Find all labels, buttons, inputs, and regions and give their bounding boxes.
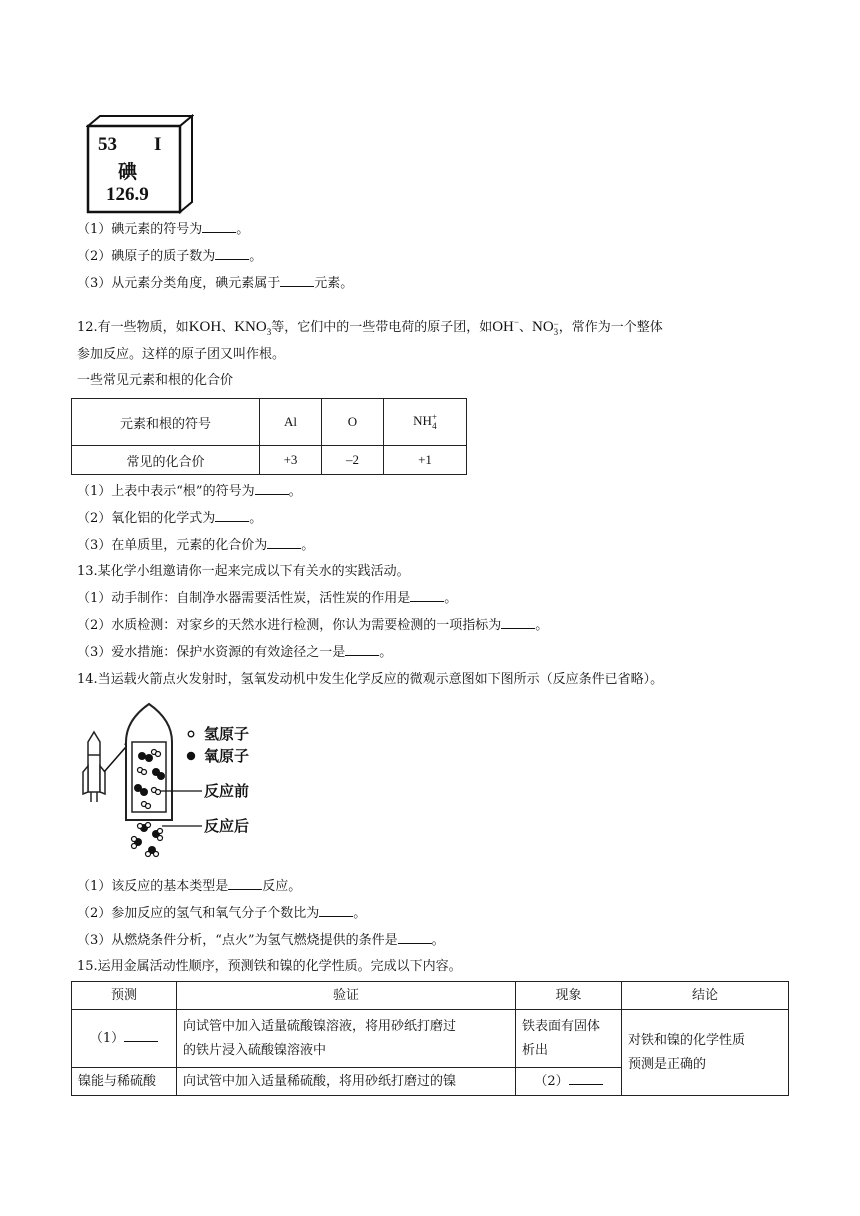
answer-blank (202, 221, 236, 233)
element-name: 碘 (118, 161, 138, 183)
q12-intro-line1: 12.有一些物质，如KOH、$KNO_3$等，它们中的一些带电荷的原子团，如OH−、NO− 3，常作为一个整体 (77, 317, 663, 337)
rocket-reaction-diagram (74, 700, 274, 865)
q12-part3: （3）在单质里，元素的化合价为 。 (77, 538, 315, 553)
table-cell: 对铁和镍的化学性质 预测是正确的 (622, 1010, 789, 1096)
q13-intro: 13.某化学小组邀请你一起来完成以下有关水的实践活动。 (77, 564, 410, 579)
q15-intro: 15.运用金属活动性顺序，预测铁和镍的化学性质。完成以下内容。 (77, 959, 462, 974)
element-symbol: I (154, 134, 162, 155)
answer-blank (255, 483, 289, 495)
table-cell: 向试管中加入适量稀硫酸，将用砂纸打磨过的镍 (177, 1068, 516, 1096)
answer-blank (569, 1073, 603, 1085)
answer-blank (215, 248, 249, 260)
q14-intro: 14.当运载火箭点火发射时，氢氧发动机中发生化学反应的微观示意图如下图所示（反应条件已省略）。 (77, 672, 664, 687)
valence-table (71, 398, 467, 475)
metal-activity-table (71, 981, 789, 1096)
q14-part2: （2）参加反应的氢气和氧气分子个数比为 。 (77, 906, 367, 921)
table-cell: 铁表面有固体 析出 (516, 1010, 622, 1068)
table-cell: 镍能与稀硫酸 (72, 1068, 177, 1096)
legend-oxygen: 氧原子 (204, 747, 250, 765)
answer-blank (280, 275, 314, 287)
table-cell: 向试管中加入适量硫酸镍溶液，将用砂纸打磨过 的铁片浸入硫酸镍溶液中 (177, 1010, 516, 1068)
table-header: 验证 (177, 982, 516, 1010)
table-header: 结论 (622, 982, 789, 1010)
q12-table-title: 一些常见元素和根的化合价 (77, 373, 234, 388)
q14-part1: （1）该反应的基本类型是 反应。 (77, 879, 302, 894)
q13-part2: （2）水质检测：对家乡的天然水进行检测，你认为需要检测的一项指标为 。 (77, 618, 549, 633)
answer-blank (345, 644, 379, 656)
q14-part3: （3）从燃烧条件分析，“点火”为氢气燃烧提供的条件是 。 (77, 933, 445, 948)
legend-hydrogen: 氢原子 (204, 725, 250, 743)
table-cell: （2） (516, 1068, 622, 1096)
answer-blank (410, 590, 444, 602)
table-header: 现象 (516, 982, 622, 1010)
table-cell: 元素和根的符号 (72, 399, 260, 446)
q12-intro-line2: 参加反应。这样的原子团又叫作根。 (77, 347, 286, 362)
answer-blank (501, 617, 535, 629)
label-before-reaction: 反应前 (204, 782, 250, 800)
atomic-number: 53 (98, 134, 117, 155)
answer-blank (124, 1030, 158, 1042)
table-cell: +1 (384, 446, 467, 475)
table-cell: （1） (72, 1010, 177, 1068)
table-cell: –2 (322, 446, 384, 475)
table-cell: 常见的化合价 (72, 446, 260, 475)
label-after-reaction: 反应后 (204, 817, 250, 835)
q13-part3: （3）爱水措施：保护水资源的有效途径之一是 。 (77, 645, 393, 660)
table-cell: Al (260, 399, 322, 446)
iodine-element-card (86, 114, 194, 214)
table-cell: +3 (260, 446, 322, 475)
q13-part1: （1）动手制作：自制净水器需要活性炭，活性炭的作用是 。 (77, 591, 458, 606)
q11-part2: （2）碘原子的质子数为 。 (77, 249, 263, 264)
answer-blank (267, 537, 301, 549)
q11-part1: （1）碘元素的符号为 。 (77, 222, 250, 237)
q12-part2: （2）氧化铝的化学式为 。 (77, 511, 263, 526)
q12-part1: （1）上表中表示“根”的符号为 。 (77, 484, 302, 499)
q11-part3: （3）从元素分类角度，碘元素属于 元素。 (77, 276, 354, 291)
answer-blank (228, 878, 262, 890)
answer-blank (398, 932, 432, 944)
atomic-mass: 126.9 (106, 184, 149, 205)
answer-blank (319, 905, 353, 917)
table-header: 预测 (72, 982, 177, 1010)
table-cell: O (322, 399, 384, 446)
answer-blank (215, 510, 249, 522)
table-cell: NH+ 4 (384, 399, 467, 446)
